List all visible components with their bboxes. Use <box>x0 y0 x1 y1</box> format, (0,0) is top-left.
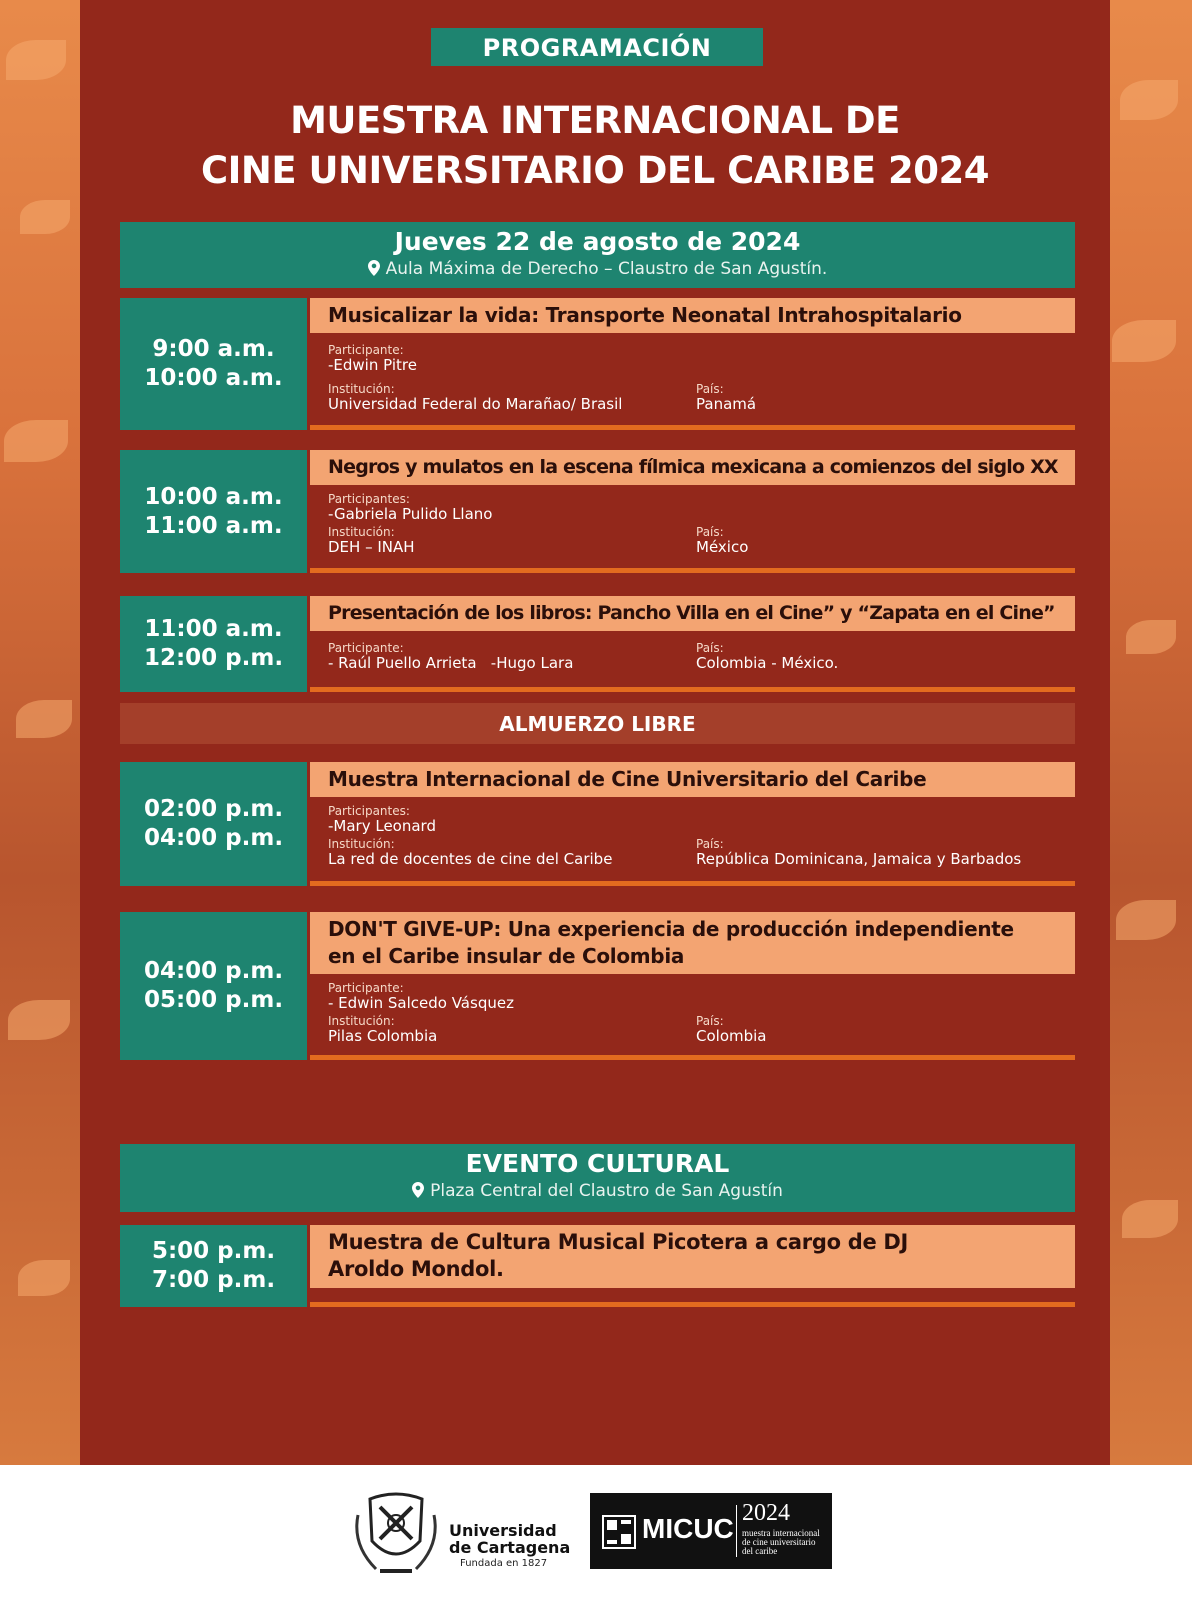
time-start: 9:00 a.m. <box>152 336 275 362</box>
session-5 <box>120 912 1075 1060</box>
cultural-description: Muestra de Cultura Musical Picotera a cargo de DJ Aroldo Mondol. <box>310 1225 1075 1288</box>
accent-line <box>310 687 1075 692</box>
participant-name: -Edwin Pitre <box>328 356 417 374</box>
page-title <box>80 96 1110 196</box>
country-label: País: <box>696 382 724 396</box>
time-end: 12:00 p.m. <box>143 645 284 671</box>
session-title: Presentación de los libros: Pancho Villa en el Cine” y “Zapata en el Cine” <box>310 596 1075 631</box>
country-name: Colombia - México. <box>696 654 839 672</box>
title-line-2: CINE UNIVERSITARIO DEL CARIBE 2024 <box>200 149 990 192</box>
film-frame-icon <box>602 1515 636 1549</box>
participant-name: -Gabriela Pulido Llano <box>328 505 493 523</box>
country-name: México <box>696 538 749 556</box>
micuc-tagline: muestra internacional de cine universitario del caribe <box>742 1528 820 1556</box>
institution-label: Institución: <box>328 525 395 539</box>
session-details <box>328 805 1055 868</box>
session-title: DON'T GIVE-UP: Una experiencia de producción independiente en el Caribe insular de Colombia <box>310 912 1075 974</box>
university-name <box>449 1522 570 1556</box>
session-4 <box>120 762 1075 886</box>
participant-name: -Mary Leonard <box>328 817 436 835</box>
micuc-name: MICUC <box>642 1513 734 1544</box>
participant-name: - Raúl Puello Arrieta -Hugo Lara <box>328 654 574 672</box>
time-end: 05:00 p.m. <box>143 987 284 1013</box>
institution-name: Pilas Colombia <box>328 1027 438 1045</box>
footer <box>0 1465 1192 1600</box>
session-details <box>328 344 1055 413</box>
time-start: 5:00 p.m. <box>151 1238 276 1264</box>
participant-label: Participante: <box>328 343 404 357</box>
institution-name: La red de docentes de cine del Caribe <box>328 850 613 868</box>
micuc-logo <box>590 1493 832 1569</box>
right-side-artwork <box>1106 0 1192 1465</box>
session-details <box>328 642 1055 672</box>
session-3 <box>120 596 1075 692</box>
title-line-1: MUESTRA INTERNACIONAL DE <box>290 99 900 142</box>
participant-label: Participante: <box>328 641 404 655</box>
participant-name: - Edwin Salcedo Vásquez <box>328 994 514 1012</box>
university-name-line-1: Universidad <box>449 1521 557 1540</box>
venue-location <box>120 257 1075 281</box>
country-name: República Dominicana, Jamaica y Barbados <box>696 850 1022 868</box>
session-2 <box>120 450 1075 573</box>
session-time <box>120 298 307 430</box>
institution-label: Institución: <box>328 382 395 396</box>
micuc-divider <box>736 1505 737 1557</box>
date-band <box>120 222 1075 288</box>
time-end: 7:00 p.m. <box>151 1267 276 1293</box>
lunch-break: ALMUERZO LIBRE <box>120 703 1075 744</box>
accent-line <box>310 425 1075 430</box>
session-time <box>120 1225 307 1307</box>
country-label: País: <box>696 525 724 539</box>
left-side-artwork <box>0 0 86 1465</box>
session-time <box>120 450 307 573</box>
country-label: País: <box>696 837 724 851</box>
participant-label: Participante: <box>328 981 404 995</box>
time-end: 11:00 a.m. <box>144 512 283 539</box>
institution-name: DEH – INAH <box>328 538 415 556</box>
country-name: Colombia <box>696 1027 767 1045</box>
cultural-session <box>120 1225 1075 1307</box>
time-end: 10:00 a.m. <box>144 365 283 391</box>
cultural-location <box>120 1179 1075 1203</box>
session-title: Muestra Internacional de Cine Universitario del Caribe <box>310 762 1075 797</box>
institution-label: Institución: <box>328 1014 395 1028</box>
time-start: 02:00 p.m. <box>143 796 284 822</box>
institution-label: Institución: <box>328 837 395 851</box>
session-title: Negros y mulatos en la escena fílmica mexicana a comienzos del siglo XX <box>310 450 1075 485</box>
event-date: Jueves 22 de agosto de 2024 <box>394 227 801 256</box>
cultural-event-title: EVENTO CULTURAL <box>465 1149 730 1178</box>
micuc-year: 2024 <box>742 1500 790 1526</box>
country-label: País: <box>696 1014 724 1028</box>
accent-line <box>310 1055 1075 1060</box>
institution-name: Universidad Federal do Marañao/ Brasil <box>328 395 623 413</box>
country-name: Panamá <box>696 395 757 413</box>
participant-label: Participantes: <box>328 804 410 818</box>
accent-line <box>310 881 1075 886</box>
university-name-line-2: de Cartagena <box>449 1538 571 1557</box>
university-founded: Fundada en 1827 <box>460 1558 548 1569</box>
program-tag: PROGRAMACIÓN <box>431 28 763 66</box>
country-label: País: <box>696 641 724 655</box>
location-pin-icon <box>412 1182 424 1198</box>
session-time <box>120 912 307 1060</box>
accent-line <box>310 1302 1075 1307</box>
session-details <box>328 982 1055 1045</box>
time-start: 11:00 a.m. <box>144 616 283 642</box>
time-start: 04:00 p.m. <box>143 958 284 984</box>
cultural-location-text: Plaza Central del Claustro de San Agustín <box>430 1181 783 1201</box>
session-details <box>328 493 1055 556</box>
accent-line <box>310 568 1075 573</box>
time-end: 04:00 p.m. <box>143 825 284 851</box>
location-pin-icon <box>368 260 380 276</box>
cultural-event-band <box>120 1144 1075 1212</box>
session-time <box>120 762 307 886</box>
venue-location-text: Aula Máxima de Derecho – Claustro de San Agustín. <box>385 259 828 279</box>
university-crest-icon <box>350 1485 442 1577</box>
session-title: Musicalizar la vida: Transporte Neonatal Intrahospitalario <box>310 298 1075 333</box>
session-1 <box>120 298 1075 430</box>
participant-label: Participantes: <box>328 492 410 506</box>
session-time <box>120 596 307 692</box>
time-start: 10:00 a.m. <box>144 483 283 510</box>
